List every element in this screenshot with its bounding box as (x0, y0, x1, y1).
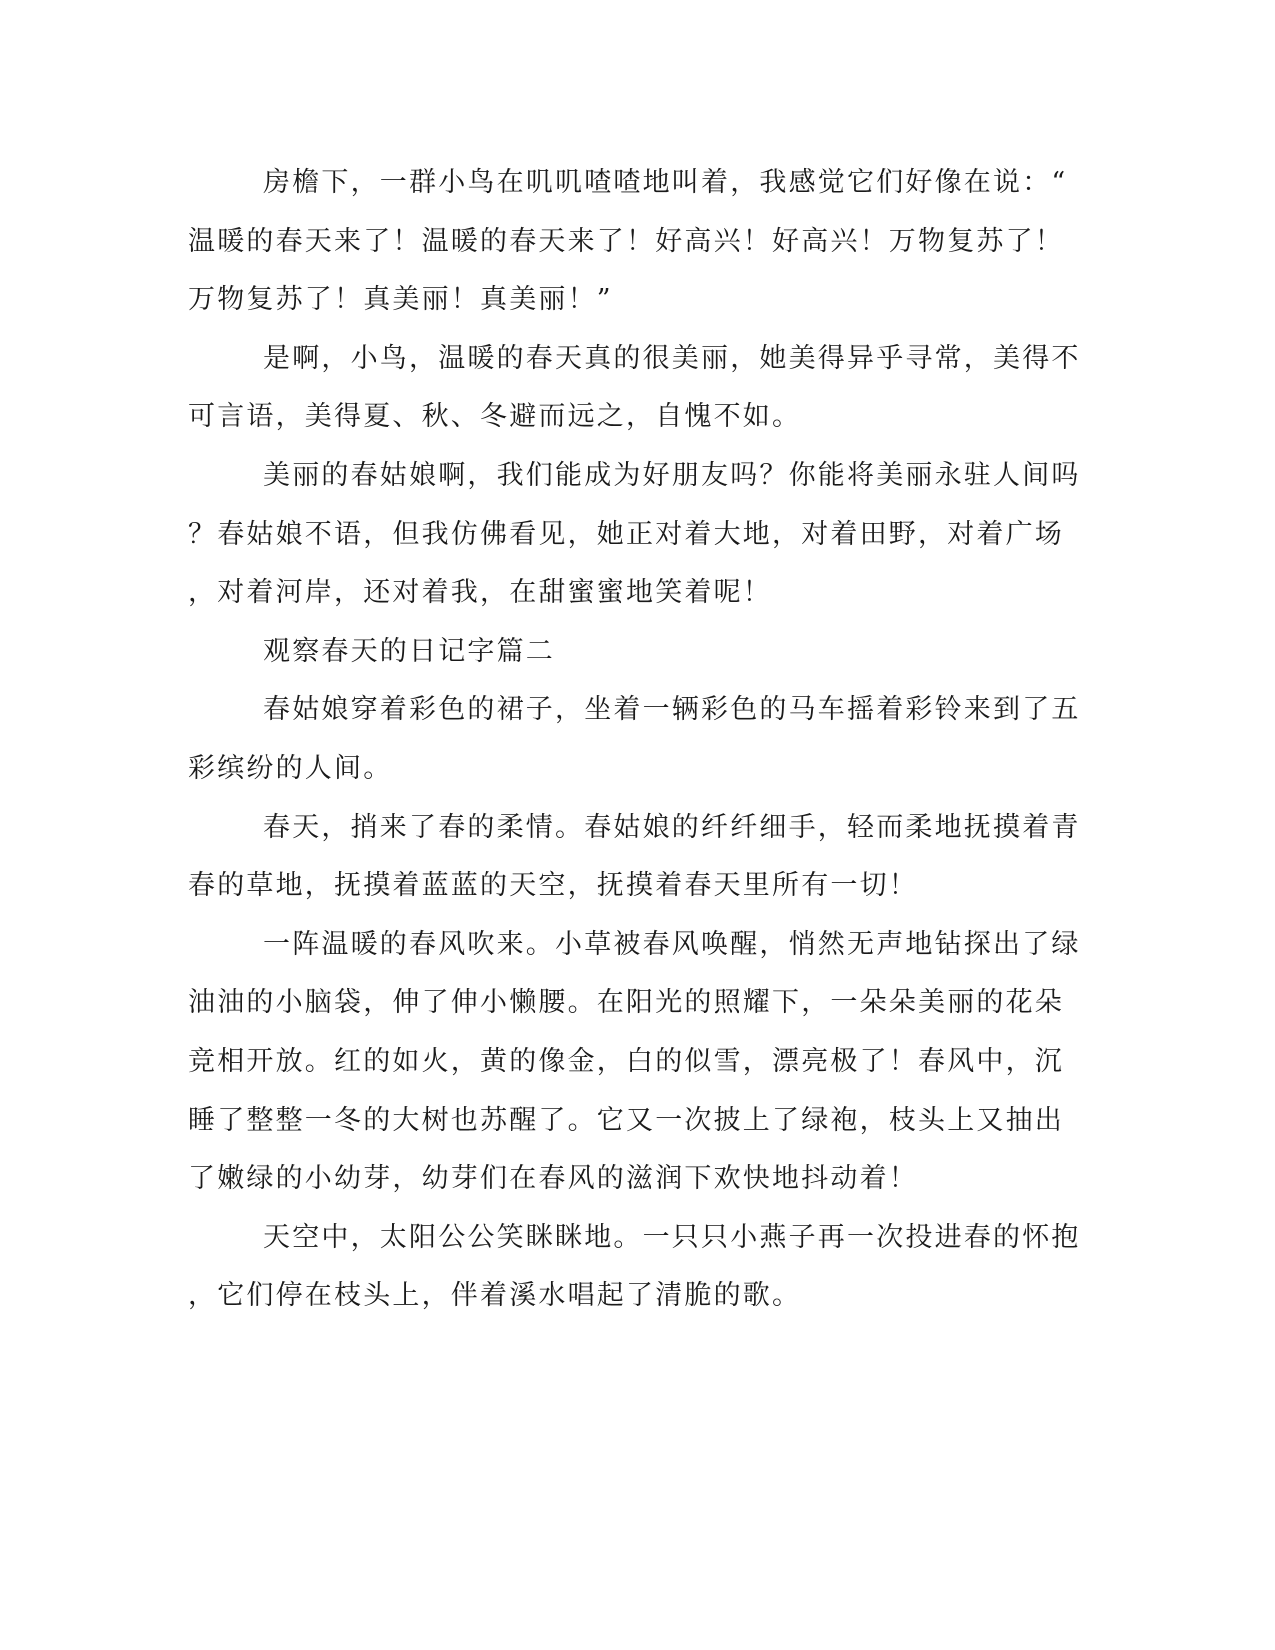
paragraph-line: 一阵温暖的春风吹来。小草被春风唤醒，悄然无声地钻探出了绿 (263, 929, 1081, 960)
paragraph-line: ，它们停在枝头上，伴着溪水唱起了清脆的歌。 (188, 1280, 802, 1311)
paragraph-line: 是啊，小鸟，温暖的春天真的很美丽，她美得异乎寻常，美得不 (263, 343, 1081, 374)
paragraph-line: 天空中，太阳公公笑眯眯地。一只只小燕子再一次投进春的怀抱 (263, 1222, 1081, 1253)
paragraph-line: 睡了整整一冬的大树也苏醒了。它又一次披上了绿袍，枝头上又抽出 (188, 1105, 1064, 1136)
paragraph-line: 彩缤纷的人间。 (188, 753, 393, 784)
paragraph-line: 房檐下，一群小鸟在叽叽喳喳地叫着，我感觉它们好像在说：“ (263, 167, 1068, 198)
paragraph-line: 油油的小脑袋，伸了伸小懒腰。在阳光的照耀下，一朵朵美丽的花朵 (188, 987, 1064, 1018)
paragraph-line: 美丽的春姑娘啊，我们能成为好朋友吗？你能将美丽永驻人间吗 (263, 460, 1081, 491)
paragraph-line: 春天，捎来了春的柔情。春姑娘的纤纤细手，轻而柔地抚摸着青 (263, 812, 1081, 843)
paragraph-line: 可言语，美得夏、秋、冬避而远之，自愧不如。 (188, 401, 802, 432)
paragraph-line: 春姑娘穿着彩色的裙子，坐着一辆彩色的马车摇着彩铃来到了五 (263, 694, 1081, 725)
paragraph-line: 春的草地，抚摸着蓝蓝的天空，抚摸着春天里所有一切！ (188, 870, 918, 901)
paragraph-line: 温暖的春天来了！温暖的春天来了！好高兴！好高兴！万物复苏了！ (188, 226, 1064, 257)
paragraph-line: 万物复苏了！真美丽！真美丽！” (188, 284, 613, 315)
paragraph-line: 竞相开放。红的如火，黄的像金，白的似雪，漂亮极了！春风中，沉 (188, 1046, 1064, 1077)
paragraph-line: ，对着河岸，还对着我，在甜蜜蜜地笑着呢！ (188, 577, 772, 608)
section-heading: 观察春天的日记字篇二 (263, 636, 555, 667)
paragraph-line: ？春姑娘不语，但我仿佛看见，她正对着大地，对着田野，对着广场 (188, 519, 1064, 550)
paragraph-line: 了嫩绿的小幼芽，幼芽们在春风的滋润下欢快地抖动着！ (188, 1163, 918, 1194)
